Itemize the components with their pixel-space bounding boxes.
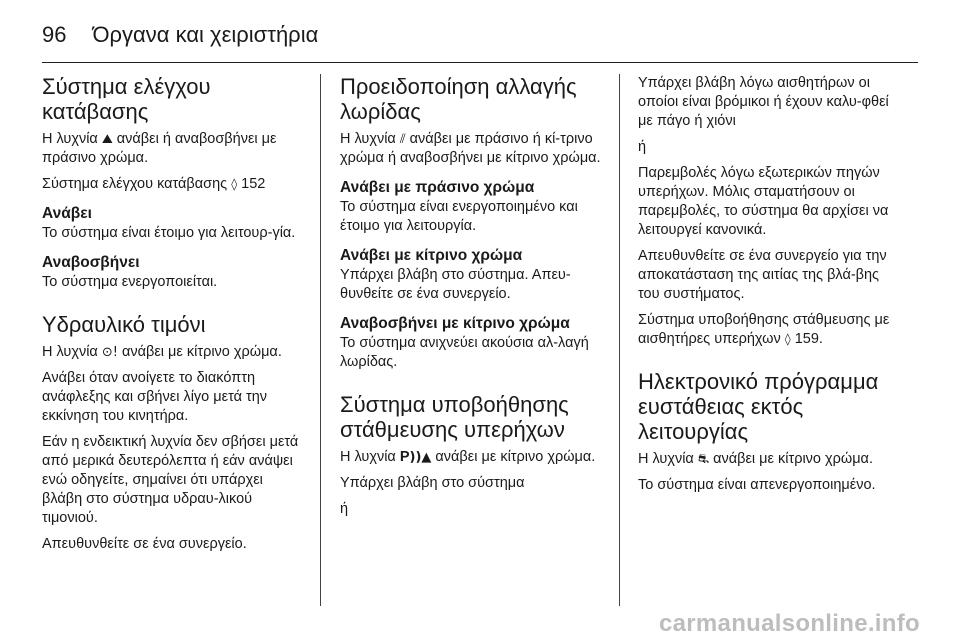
paragraph: Το σύστημα ανιχνεύει ακούσια αλ-λαγή λωρίδας. xyxy=(340,335,589,370)
column-1 xyxy=(42,74,304,561)
paragraph: Η λυχνία ⊙! ανάβει με κίτρινο χρώμα. xyxy=(42,344,282,360)
paragraph: Το σύστημα είναι έτοιμο για λειτουρ-γία. xyxy=(42,225,296,241)
lane-departure-icon: ⫽ xyxy=(399,132,406,147)
paragraph: ή xyxy=(638,139,647,155)
header-divider xyxy=(42,62,918,63)
paragraph: Η λυχνία ⛐ ανάβει με κίτρινο χρώμα. xyxy=(638,451,873,467)
subheading-yellow-flashing: Αναβοσβήνει με κίτρινο χρώμα xyxy=(340,315,570,332)
reference-arrow-icon: ◊ xyxy=(231,177,238,191)
paragraph: Το σύστημα είναι απενεργοποιημένο. xyxy=(638,477,876,493)
paragraph: Υπάρχει βλάβη στο σύστημα. Απευ-θυνθείτε σε ένα συνεργείο. xyxy=(340,267,571,302)
column-3 xyxy=(638,74,900,502)
paragraph: Εάν η ενδεικτική λυχνία δεν σβήσει μετά από μερικά δευτερόλεπτα ή εάν ανάψει ενώ οδηγείτε, σημαίνει ότι υπάρχει βλάβη στο σύστημα υδραυ-λικού τιμονιού. xyxy=(42,434,299,526)
esc-off-icon: ⛐ xyxy=(697,452,710,467)
column-divider-2 xyxy=(619,74,620,606)
descent-control-icon: ⛰ xyxy=(101,132,113,147)
steering-wheel-warning-icon: ⊙! xyxy=(101,345,118,360)
section-title-esc-off: Ηλεκτρονικό πρόγραμμα ευστάθειας εκτός λειτουργίας xyxy=(638,369,879,444)
paragraph: Ανάβει όταν ανοίγετε το διακόπτη ανάφλεξης και σβήνει λίγο μετά την εκκίνηση του κινητήρα. xyxy=(42,370,268,424)
subheading-on: Ανάβει xyxy=(42,205,92,222)
paragraph: Η λυχνία ⛰ ανάβει ή αναβοσβήνει με πράσινο χρώμα. xyxy=(42,131,277,166)
page-number: 96 xyxy=(42,22,67,47)
paragraph: Απευθυνθείτε σε ένα συνεργείο. xyxy=(42,536,247,552)
column-divider-1 xyxy=(320,74,321,606)
parking-assist-icon: P))▲ xyxy=(399,449,432,465)
cross-reference: Σύστημα ελέγχου κατάβασης ◊ 152 xyxy=(42,176,266,192)
paragraph: Υπάρχει βλάβη λόγω αισθητήρων οι οποίοι είναι βρόμικοι ή έχουν καλυ-φθεί με πάγο ή χιόνι xyxy=(638,75,889,129)
section-title-power-steering: Υδραυλικό τιμόνι xyxy=(42,312,206,337)
section-title-lane-departure: Προειδοποίηση αλλαγής λωρίδας xyxy=(340,74,577,124)
watermark: carmanualsonline.info xyxy=(658,610,920,637)
paragraph: Απευθυνθείτε σε ένα συνεργείο για την αποκατάσταση της αιτίας της βλά-βης του συστήματος. xyxy=(638,248,887,302)
chapter-title: Όργανα και χειριστήρια xyxy=(92,22,319,47)
paragraph: Παρεμβολές λόγω εξωτερικών πηγών υπερήχων. Μόλις σταματήσουν οι παρεμβολές, το σύστημα θα αρχίσει να λειτουργεί κανονικά. xyxy=(638,165,889,238)
column-2 xyxy=(340,74,602,526)
paragraph: ή xyxy=(340,501,349,517)
paragraph: Υπάρχει βλάβη στο σύστημα xyxy=(340,475,525,491)
section-title-parking-assist: Σύστημα υποβοήθησης στάθμευσης υπερήχων xyxy=(340,392,569,442)
paragraph: Το σύστημα ενεργοποιείται. xyxy=(42,274,218,290)
subheading-flashing: Αναβοσβήνει xyxy=(42,254,140,271)
paragraph: Η λυχνία ⫽ ανάβει με πράσινο ή κί-τρινο χρώμα ή αναβοσβήνει με κίτρινο χρώμα. xyxy=(340,131,601,166)
paragraph: Το σύστημα είναι ενεργοποιημένο και έτοιμο για λειτουργία. xyxy=(340,199,578,234)
page-header xyxy=(42,16,918,54)
paragraph: Η λυχνία P))▲ ανάβει με κίτρινο χρώμα. xyxy=(340,449,596,465)
subheading-green: Ανάβει με πράσινο χρώμα xyxy=(340,179,535,196)
reference-arrow-icon: ◊ xyxy=(784,332,791,346)
section-title-descent-control: Σύστημα ελέγχου κατάβασης xyxy=(42,74,211,124)
subheading-yellow: Ανάβει με κίτρινο χρώμα xyxy=(340,247,523,264)
cross-reference: Σύστημα υποβοήθησης στάθμευσης με αισθητήρες υπερήχων ◊ 159. xyxy=(638,312,890,347)
